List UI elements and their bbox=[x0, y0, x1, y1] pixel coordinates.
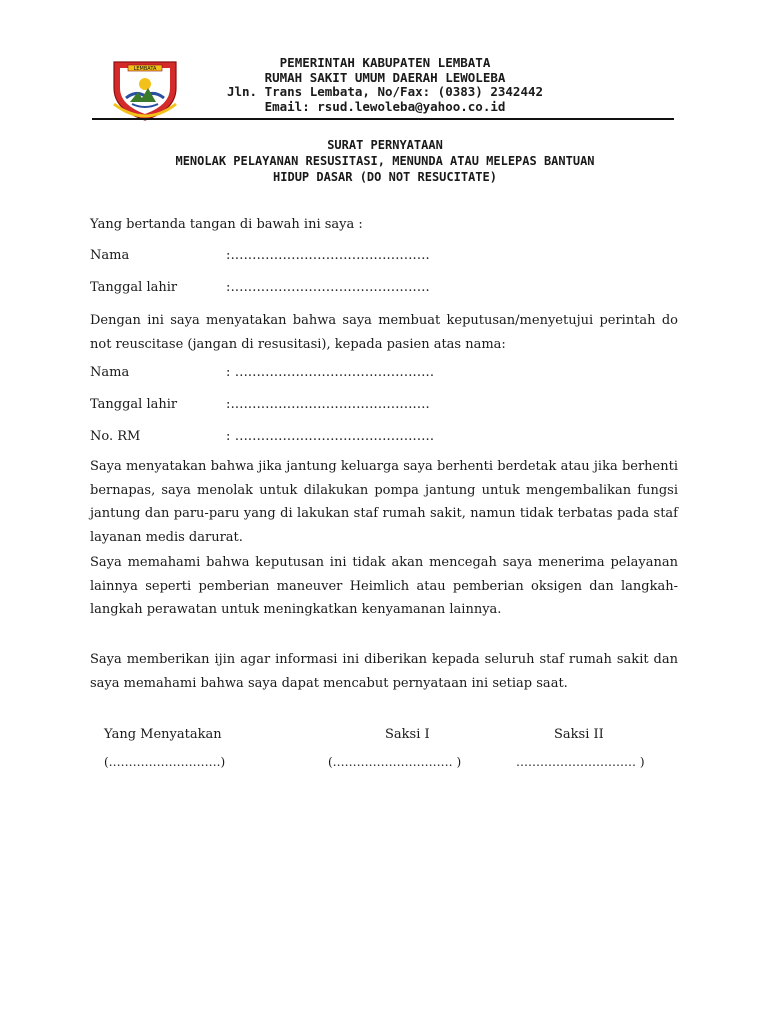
patient-rm-label: No. RM bbox=[90, 429, 141, 444]
letterhead-hospital: RUMAH SAKIT UMUM DAERAH LEWOLEBA bbox=[264, 69, 506, 85]
signer-dob-field: :.............................................. bbox=[226, 280, 430, 295]
patient-dob-field: :.............................................. bbox=[226, 397, 430, 412]
declarant-label: Yang Menyatakan bbox=[104, 727, 222, 742]
cpr-refusal-paragraph: Saya menyatakan bahwa jika jantung keluarga saya berhenti berdetak atau jika berhenti bernapas, saya menolak untuk dilakukan pompa jantung untuk mengembalikan fungsi jantung dan paru-paru yang di lakukan staf rumah sakit, namun tidak terbatas pada staf layanan medis darurat. bbox=[90, 459, 678, 545]
letterhead bbox=[190, 56, 580, 114]
letterhead-government: PEMERINTAH KABUPATEN LEMBATA bbox=[279, 55, 491, 70]
statement-paragraph: Dengan ini saya menyatakan bahwa saya membuat keputusan/menyetujui perintah do not reuscitase (jangan di resusitasi), kepada pasien atas nama: bbox=[90, 313, 678, 352]
signer-name-label: Nama bbox=[90, 248, 130, 263]
letterhead-email: Email: rsud.lewoleba@yahoo.co.id bbox=[264, 98, 506, 114]
witness2-signature-blank: ………………………… ) bbox=[516, 755, 645, 769]
title-line-1: SURAT PERNYATAAN bbox=[327, 138, 443, 152]
patient-name-label: Nama bbox=[90, 365, 130, 380]
other-care-paragraph: Saya memahami bahwa keputusan ini tidak akan mencegah saya menerima pelayanan lainnya seperti pemberian maneuver Heimlich atau pemberian oksigen dan langkah-langkah perawatan untuk meningkatkan kenyamanan lainnya. bbox=[90, 555, 678, 617]
consent-paragraph: Saya memberikan ijin agar informasi ini diberikan kepada seluruh staf rumah sakit dan saya memahami bahwa saya dapat mencabut pernyataan ini setiap saat. bbox=[90, 652, 678, 691]
logo-text: LEMBATA bbox=[133, 66, 157, 72]
patient-name-field: : .............................................. bbox=[226, 365, 435, 380]
title-line-3: HIDUP DASAR (DO NOT RESUCITATE) bbox=[273, 170, 497, 184]
signer-dob-label: Tanggal lahir bbox=[90, 280, 178, 295]
lembata-regency-logo bbox=[108, 58, 182, 122]
witness1-label: Saksi I bbox=[385, 727, 430, 742]
intro-text: Yang bertanda tangan di bawah ini saya : bbox=[90, 217, 363, 232]
witness1-signature-blank: (………………………… ) bbox=[328, 755, 462, 769]
patient-rm-field: : .............................................. bbox=[226, 429, 435, 444]
title-line-2: MENOLAK PELAYANAN RESUSITASI, MENUNDA ATAU MELEPAS BANTUAN bbox=[175, 154, 595, 168]
witness2-label: Saksi II bbox=[554, 727, 604, 742]
patient-dob-label: Tanggal lahir bbox=[90, 397, 178, 412]
declarant-signature-blank: (……………………….) bbox=[104, 755, 226, 769]
letterhead-address: Jln. Trans Lembata, No/Fax: (0383) 2342442 bbox=[226, 84, 544, 99]
document-title bbox=[80, 137, 690, 185]
letterhead-divider bbox=[92, 118, 674, 120]
signer-name-field: :.............................................. bbox=[226, 248, 430, 263]
